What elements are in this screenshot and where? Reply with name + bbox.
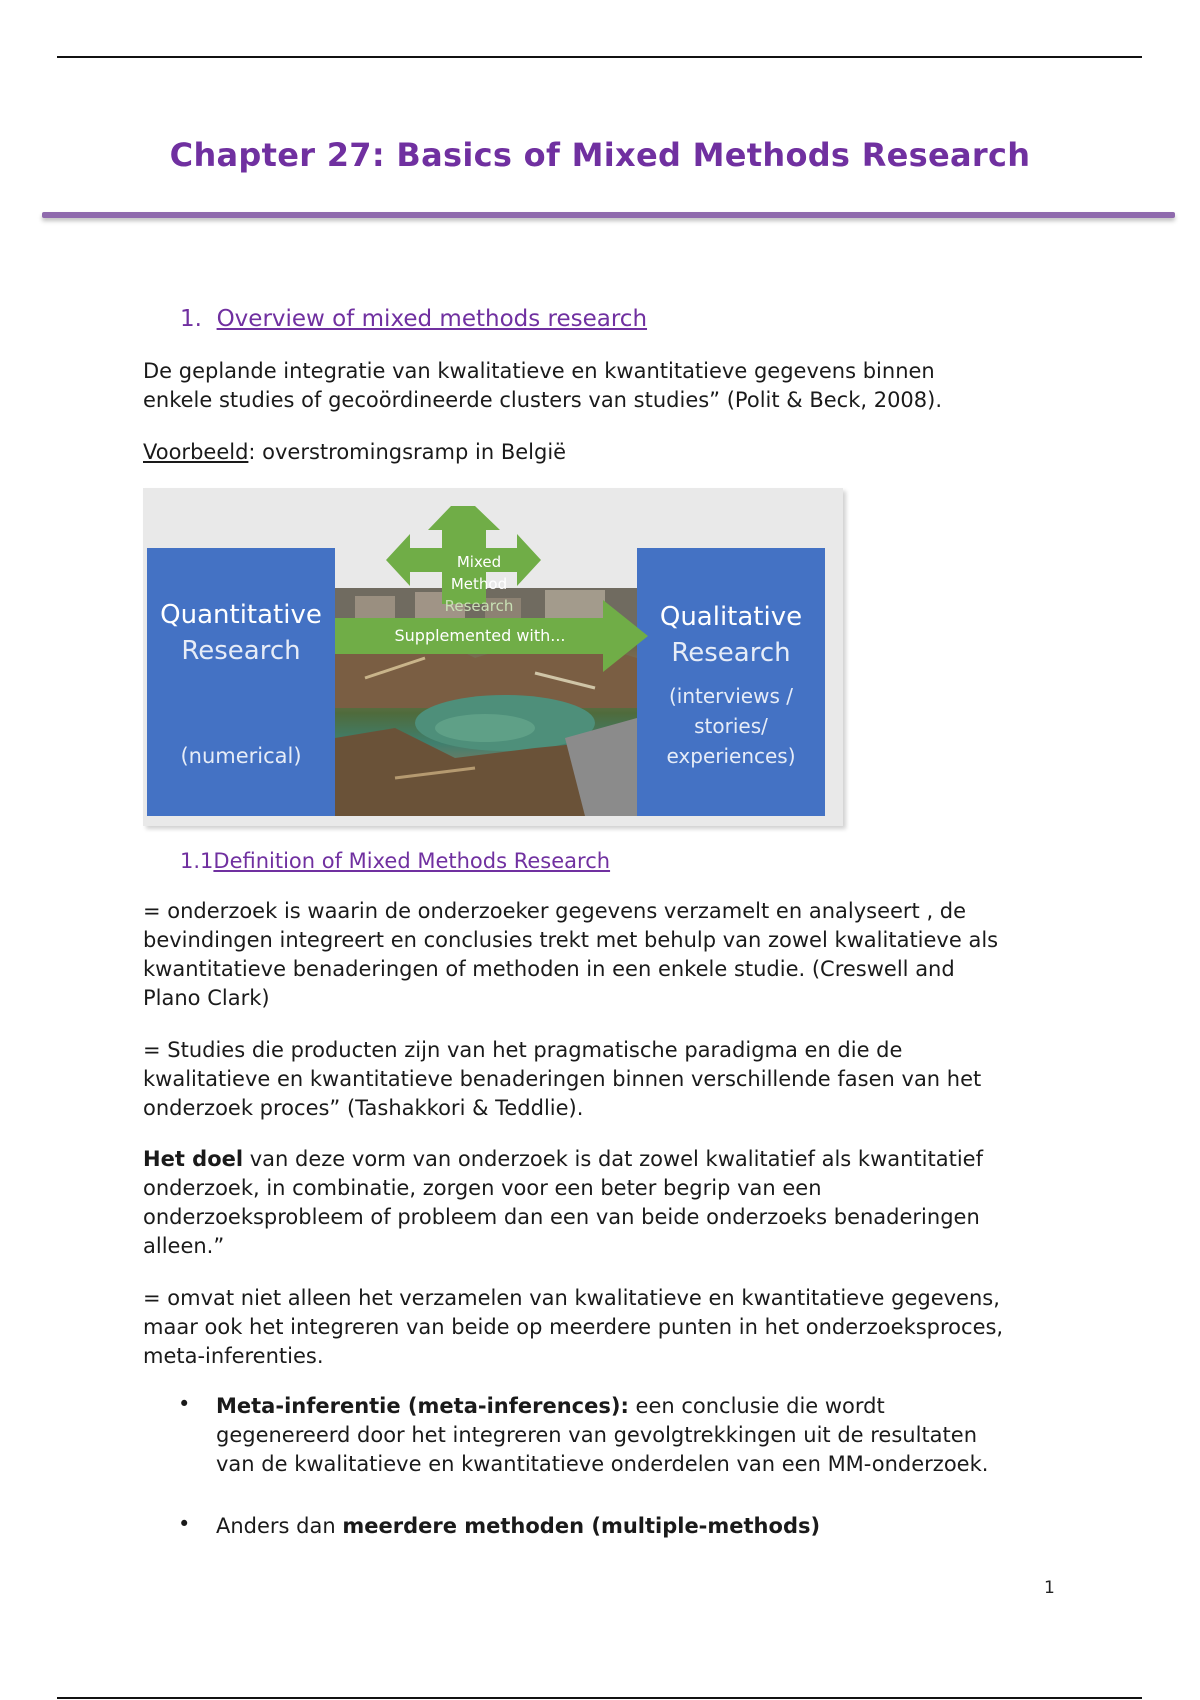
bullet-marker: • [178,1392,191,1416]
definition-paragraph-1: = onderzoek is waarin de onderzoeker gegevens verzamelt en analyseert , de bevindingen integreert en conclusies trekt met behulp van zowel kwalitatieve als kwantitatieve benaderingen of methoden in een enkele studie. (Creswell and Plano Clark) [143,899,999,1010]
footer-rule [57,1697,1142,1699]
mixed-methods-figure [143,488,843,826]
subsection-number: 1.1 [180,849,214,873]
subsection-heading-link[interactable]: Definition of Mixed Methods Research [213,849,611,873]
intro-paragraph: De geplande integratie van kwalitatieve en kwantitatieve gegevens binnen enkele studies of gecoördineerde clusters van studies” (Polit & Beck, 2008). [143,359,943,412]
section-heading-1-1 [180,849,610,873]
bullet-multiple-methods: Anders dan meerdere methoden (multiple-methods) [216,1514,821,1538]
mixed-method-arrows [143,488,843,826]
example-text: : overstromingsramp in België [248,440,567,464]
section-number: 1. [180,306,202,332]
example-label: Voorbeeld [143,440,249,464]
example-line [143,438,1063,467]
header-rule [57,56,1142,58]
section-heading-link[interactable]: Overview of mixed methods research [216,306,648,332]
title-underline-bar [42,212,1175,218]
bullet-meta-inference: Meta-inferentie (meta-inferences): een conclusie die wordt gegenereerd door het integreren van gevolgtrekkingen uit de resultaten van de kwalitatieve en kwantitatieve onderdelen van een MM-onderzoek. [216,1394,989,1476]
supplemented-label: Supplemented with... [394,626,566,645]
page-title: Chapter 27: Basics of Mixed Methods Research [169,136,1031,174]
definition-paragraph-2: = Studies die producten zijn van het pragmatische paradigma en die de kwalitatieve en kwantitatieve benaderingen binnen verschillende fasen van het onderzoek proces” (Tashakkori & Teddlie). [143,1038,982,1120]
page-number: 1 [1044,1578,1055,1598]
bullet-marker: • [178,1512,191,1536]
definition-paragraph-4: = omvat niet alleen het verzamelen van kwalitatieve en kwantitatieve gegevens, maar ook het integreren van beide op meerdere punten in het onderzoeksproces, meta-inferenties. [143,1286,1004,1368]
section-heading-1 [180,306,647,332]
mixed-method-label: Mixed Method Research [444,553,514,615]
goal-bold: Het doel [143,1147,244,1171]
quantitative-research-box: Quantitative Research (numerical) [147,548,335,816]
goal-paragraph: Het doel van deze vorm van onderzoek is dat zowel kwalitatief als kwantitatief onderzoek, in combinatie, zorgen voor een beter begrip van een onderzoeksprobleem of probleem dan een van beide onderzoeks benaderingen alleen.” [143,1147,983,1258]
qualitative-research-box: Qualitative Research (interviews / stories/ experiences) [637,548,825,816]
